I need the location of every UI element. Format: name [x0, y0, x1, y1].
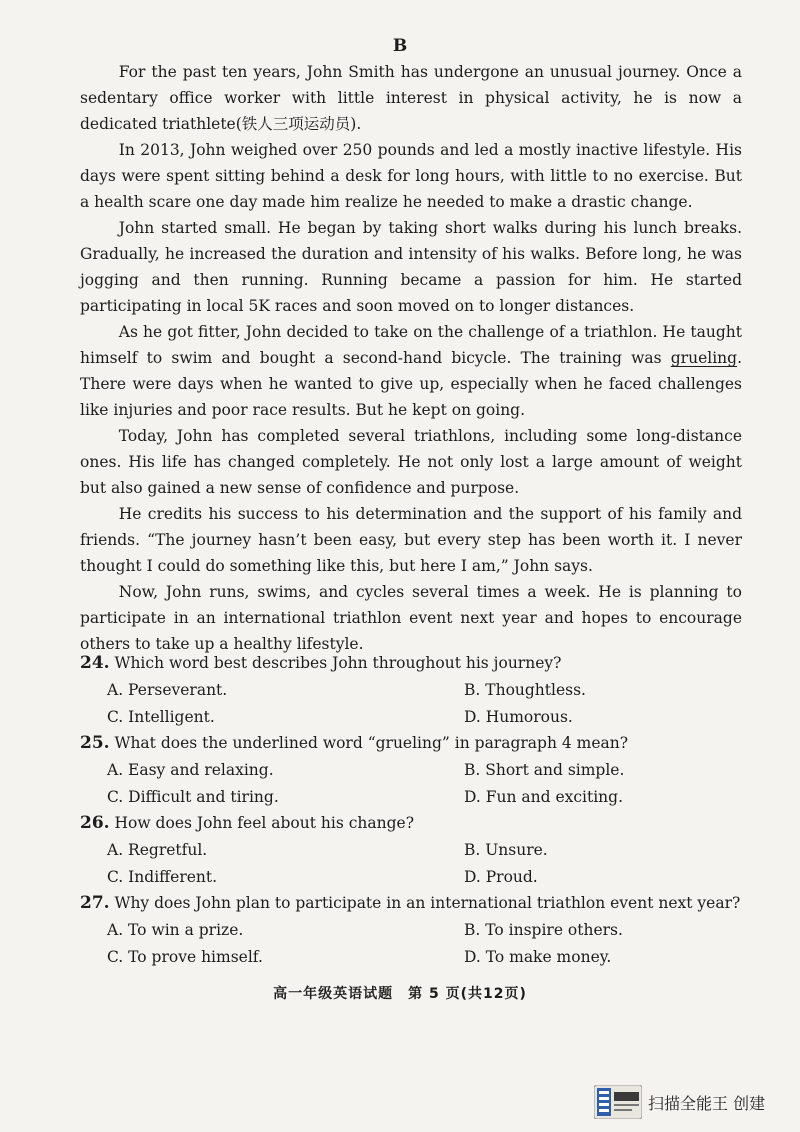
option-d[interactable]: D. Fun and exciting.: [464, 787, 624, 806]
question-stem: [80, 730, 760, 757]
passage-paragraph-7: Now, John runs, swims, and cycles several times a week. He is planning to participate in an international triathlon event next year and hopes to encourage others to take up a healthy lifestyle.: [80, 583, 742, 653]
question-25: [80, 730, 760, 810]
passage-paragraph-2: In 2013, John weighed over 250 pounds and led a mostly inactive lifestyle. His days were spent sitting behind a desk for long hours, with little to no exercise. But a health scare one day made him realize he needed to make a drastic change.: [80, 141, 742, 211]
option-a[interactable]: A. Perseverant.: [107, 681, 228, 699]
section-label: B: [392, 36, 408, 56]
camscanner-logo-icon: [594, 1085, 642, 1119]
underlined-word: grueling: [670, 349, 738, 367]
question-list: [80, 650, 760, 970]
question-stem: [80, 890, 760, 917]
option-c[interactable]: C. Indifferent.: [107, 867, 218, 886]
question-number: 26.: [80, 813, 110, 833]
paragraph-4-text-before: As he got fitter, John decided to take on the challenge of a triathlon. He taught himself to swim and bought a second-hand bicycle. The training was: [80, 323, 742, 367]
option-d[interactable]: D. Proud.: [464, 867, 538, 886]
option-b[interactable]: B. Unsure.: [464, 841, 548, 859]
passage-paragraph-1: For the past ten years, John Smith has undergone an unusual journey. Once a sedentary office worker with little interest in physical activity, he is now a dedicated triathlete(铁人三项运动员).: [80, 63, 742, 133]
passage-paragraph-5: Today, John has completed several triathlons, including some long-distance ones. His life has changed completely. He not only lost a large amount of weight but also gained a new sense of confidence and purpose.: [80, 427, 742, 497]
option-grid: [107, 757, 760, 810]
option-d[interactable]: D. To make money.: [464, 947, 612, 966]
question-text: Why does John plan to participate in an international triathlon event next year?: [114, 894, 741, 912]
option-a[interactable]: A. Regretful.: [107, 841, 208, 859]
paragraph-4-text-after: . There were days when he wanted to give up, especially when he faced challenges like injuries and poor race results. But he kept on going.: [80, 349, 742, 419]
option-b[interactable]: B. To inspire others.: [464, 921, 623, 939]
question-text: Which word best describes John throughout his journey?: [114, 654, 562, 672]
question-text: What does the underlined word “grueling” in paragraph 4 mean?: [114, 734, 629, 752]
option-c[interactable]: C. Difficult and tiring.: [107, 787, 279, 806]
option-grid: [107, 917, 760, 970]
option-a[interactable]: A. Easy and relaxing.: [107, 761, 274, 779]
question-text: How does John feel about his change?: [114, 814, 415, 832]
passage-paragraph-4: [80, 319, 742, 423]
option-b[interactable]: B. Thoughtless.: [464, 681, 586, 699]
option-c[interactable]: C. Intelligent.: [107, 707, 215, 726]
scanner-watermark: [594, 1084, 765, 1120]
question-26: [80, 810, 760, 890]
question-number: 25.: [80, 733, 110, 753]
option-grid: [107, 677, 760, 730]
option-grid: [107, 837, 760, 890]
question-stem: [80, 810, 760, 837]
option-d[interactable]: D. Humorous.: [464, 707, 573, 726]
question-stem: [80, 650, 760, 677]
page-footer: 高一年级英语试题 第 5 页(共12页): [273, 986, 527, 1002]
option-a[interactable]: A. To win a prize.: [107, 921, 244, 939]
question-number: 24.: [80, 653, 110, 673]
question-27: [80, 890, 760, 970]
reading-passage: [80, 59, 742, 657]
option-b[interactable]: B. Short and simple.: [464, 761, 625, 779]
passage-paragraph-6: He credits his success to his determination and the support of his family and friends. “The journey hasn’t been easy, but every step has been worth it. I never thought I could do something like this, but here I am,” John says.: [80, 505, 742, 575]
question-24: [80, 650, 760, 730]
passage-paragraph-3: John started small. He began by taking short walks during his lunch breaks. Gradually, he increased the duration and intensity of his walks. Before long, he was jogging and then running. Running became a passion for him. He started participating in local 5K races and soon moved on to longer distances.: [80, 219, 742, 315]
question-number: 27.: [80, 893, 110, 913]
watermark-label: 扫描全能王 创建: [648, 1093, 766, 1113]
option-c[interactable]: C. To prove himself.: [107, 947, 263, 966]
